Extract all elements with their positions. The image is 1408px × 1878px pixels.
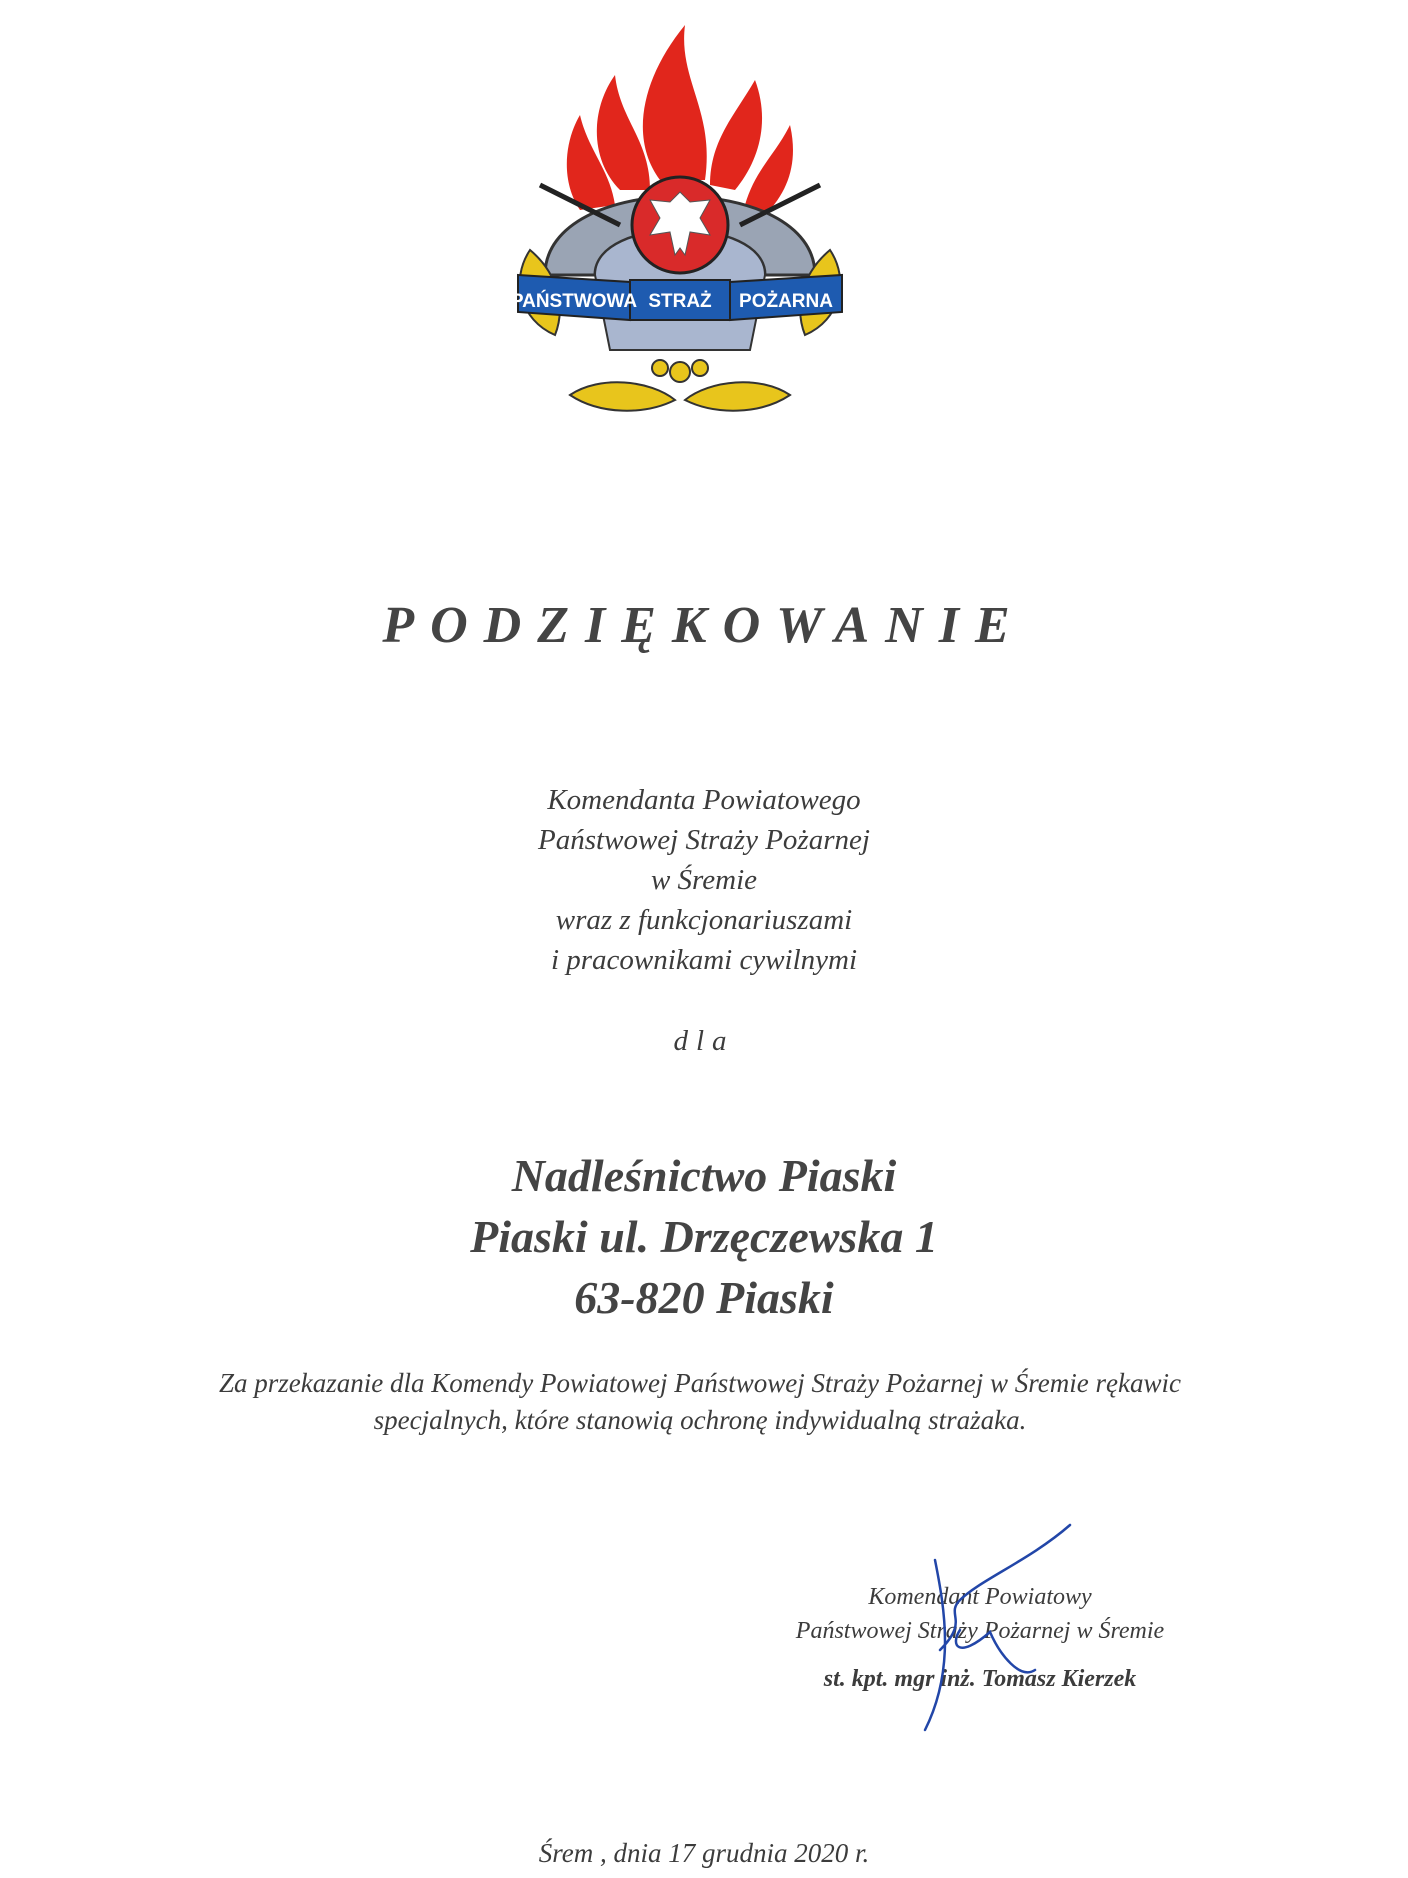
signer-title: Komendant Powiatowy — [868, 1584, 1092, 1610]
issuer-line: Komendanta Powiatowego — [547, 784, 861, 816]
signer-unit: Państwowej Straży Pożarnej w Śremie — [795, 1618, 1165, 1644]
reason-line: Za przekazanie dla Komendy Powiatowej Państwowej Straży Pożarnej w Śremie rękawic — [219, 1368, 1181, 1398]
reason-line: specjalnych, które stanowią ochronę indywidualną strażaka. — [373, 1405, 1027, 1435]
document-title: PODZIĘKOWANIE — [382, 597, 1026, 654]
place-date: Śrem , dnia 17 grudnia 2020 r. — [538, 1838, 870, 1868]
psp-emblem — [510, 20, 850, 430]
recipient-name: Nadleśnictwo Piaski — [511, 1150, 897, 1201]
for-word: dla — [673, 1025, 735, 1057]
recipient-block — [0, 1145, 1408, 1328]
issuer-line: w Śremie — [650, 864, 758, 896]
recipient-postcode: 63-820 Piaski — [574, 1272, 834, 1323]
issuer-line: Państwowej Straży Pożarnej — [538, 824, 870, 856]
svg-text:STRAŻ: STRAŻ — [648, 291, 712, 312]
psp-banner — [511, 275, 842, 320]
svg-text:POŻARNA: POŻARNA — [739, 291, 833, 312]
signer-name: st. kpt. mgr inż. Tomasz Kierzek — [823, 1666, 1137, 1692]
issuer-line: i pracownikami cywilnymi — [550, 944, 858, 976]
recipient-address: Piaski ul. Drzęczewska 1 — [470, 1211, 938, 1262]
reason-text — [110, 1365, 1290, 1439]
issuer-block — [0, 780, 1408, 980]
handwritten-signature — [900, 1520, 1080, 1740]
eagle-shield-icon — [632, 177, 728, 273]
svg-text:PAŃSTWOWA: PAŃSTWOWA — [510, 291, 638, 312]
issuer-line: wraz z funkcjonariuszami — [555, 904, 853, 936]
